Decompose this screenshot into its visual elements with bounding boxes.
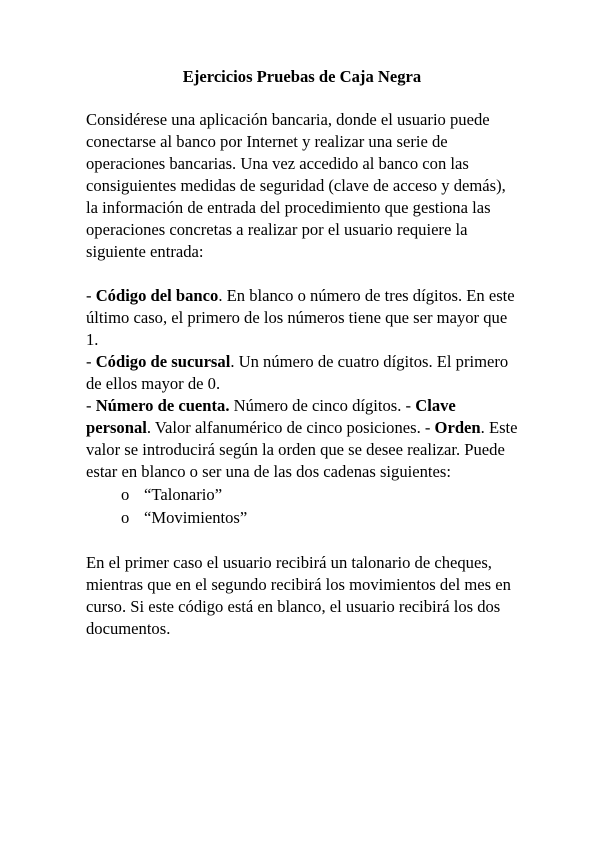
field-prefix: - bbox=[86, 352, 96, 371]
field-desc-codigo-sucursal: . Un número de cuatro dígitos. El primero de ellos mayor de 0. bbox=[86, 352, 509, 393]
field-numero-cuenta-group bbox=[86, 395, 518, 483]
field-desc-orden: . Este valor se introducirá según la orden que se desee realizar. Puede estar en blanco o ser una de las dos cadenas siguientes: bbox=[86, 418, 518, 481]
paragraph-gap bbox=[86, 263, 518, 285]
paragraph-gap bbox=[86, 530, 518, 552]
closing-paragraph: En el primer caso el usuario recibirá un talonario de cheques, mientras que en el segundo recibirá los movimientos del mes en curso. Si este código está en blanco, el usuario recibirá los dos documentos. bbox=[86, 553, 511, 638]
list-item bbox=[86, 484, 518, 506]
field-label-codigo-banco: Código del banco bbox=[95, 286, 219, 305]
option-label: “Talonario” bbox=[144, 485, 223, 504]
field-label-codigo-sucursal: Código de sucursal bbox=[95, 352, 231, 371]
list-item bbox=[86, 507, 518, 529]
field-prefix: - bbox=[86, 286, 96, 305]
field-label-orden: Orden bbox=[434, 418, 481, 437]
field-desc-numero-cuenta: Número de cinco dígitos. - bbox=[229, 396, 416, 415]
fields-block bbox=[86, 285, 518, 483]
field-prefix: - bbox=[86, 396, 96, 415]
field-codigo-banco bbox=[86, 285, 518, 351]
intro-paragraph: Considérese una aplicación bancaria, donde el usuario puede conectarse al banco por Internet y realizar una serie de operaciones bancarias. Una vez accedido al banco con las consiguientes medidas de seguridad (clave de acceso y demás), la información de entrada del procedimiento que gestiona las operaciones concretas a realizar por el usuario requiere la siguiente entrada: bbox=[86, 110, 506, 261]
field-desc-clave-personal: . Valor alfanumérico de cinco posiciones. - bbox=[146, 418, 435, 437]
bullet-icon: o bbox=[121, 485, 130, 504]
field-label-clave-personal: Clave personal bbox=[86, 396, 456, 437]
field-desc-codigo-banco: . En blanco o número de tres dígitos. En este último caso, el primero de los números tiene que ser mayor que 1. bbox=[86, 286, 515, 349]
document-page bbox=[86, 66, 518, 640]
options-list bbox=[86, 484, 518, 529]
option-label: “Movimientos” bbox=[144, 508, 248, 527]
bullet-icon: o bbox=[121, 508, 130, 527]
field-codigo-sucursal bbox=[86, 351, 518, 395]
field-label-numero-cuenta: Número de cuenta. bbox=[95, 396, 230, 415]
document-title: Ejercicios Pruebas de Caja Negra bbox=[182, 67, 422, 86]
